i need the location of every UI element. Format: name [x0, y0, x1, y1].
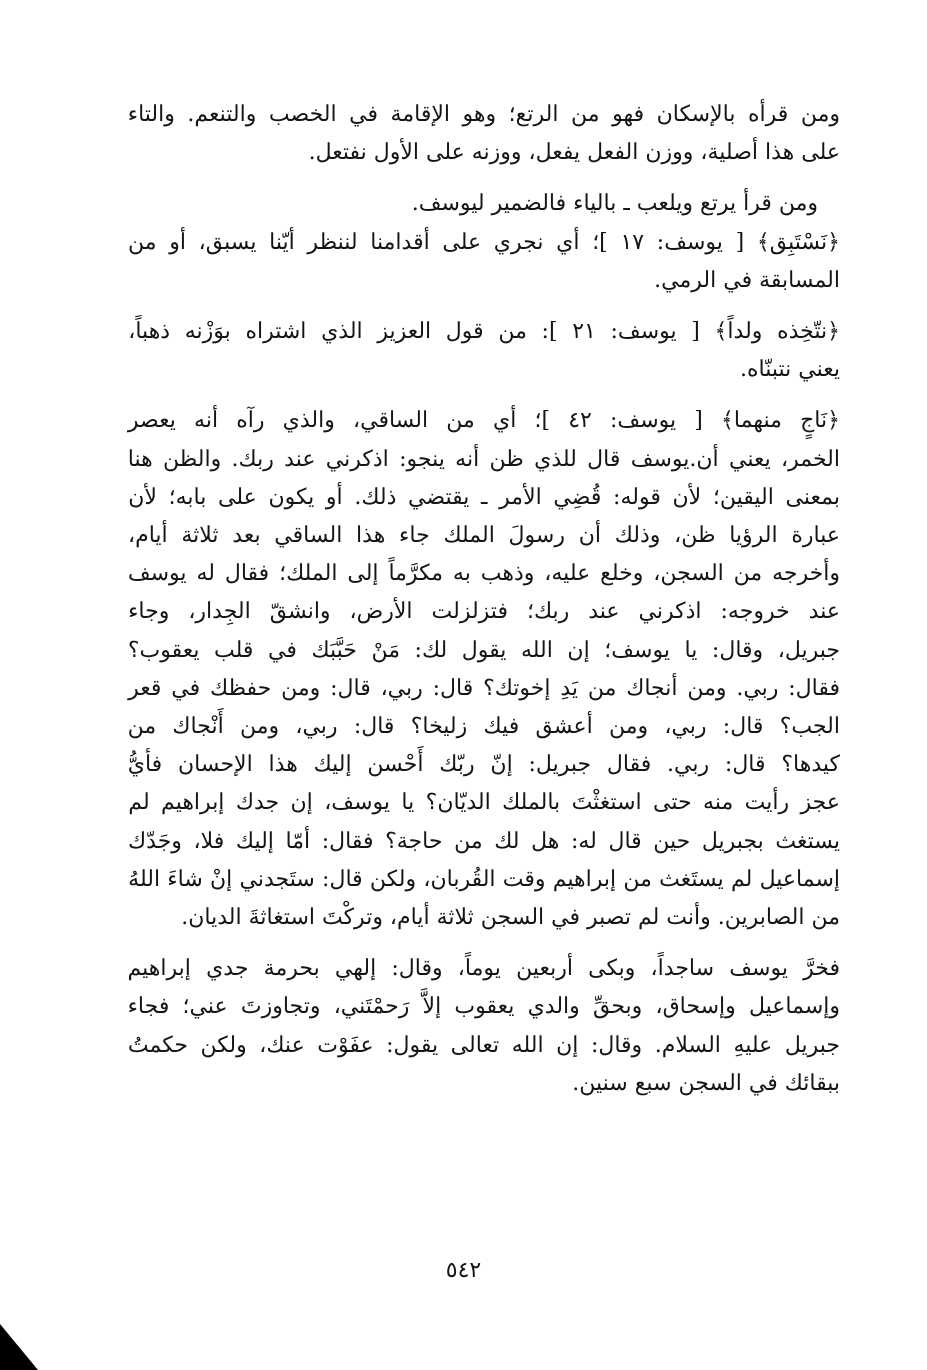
text-line: الجب؟ قال: ربي، ومن أعشق فيك زليخا؟ قال: ربي، ومن أَنْجاك من — [127, 714, 840, 740]
paragraph-1 — [128, 96, 840, 172]
paragraph-5 — [128, 402, 840, 937]
text-line: ومن قرأه بالإسكان فهو من الرتع؛ وهو الإقامة في الخصب والتنعم. والتاء — [127, 102, 840, 127]
text-line: عجز رأيت منه حتى استغثْتَ بالملك الديّان؟ يا يوسف، إن جدك إبراهيم لم — [128, 790, 840, 816]
text-line: يستغث بجبريل حين قال له: هل لك من حاجة؟ فقال: أمّا إليك فلا، وجَدّك — [128, 828, 840, 854]
page-corner-shadow — [0, 1324, 38, 1370]
paragraph-2 — [128, 185, 840, 223]
text-line: جبريل، وقال: يا يوسف؛ إن الله يقول لك: مَنْ حَبَّبَك في قلب يعقوب؟ — [127, 637, 840, 663]
text-line: فقال: ربي. ومن أنجاك من يَدِ إخوتك؟ قال: ربي، قال: ومن حفظك في قعر — [128, 675, 840, 701]
text-line: فخرَّ يوسف ساجداً، وبكى أربعين يوماً، وقال: إلهي بحرمة جدي إبراهيم — [127, 956, 840, 982]
text-line: ﴿نَاجٍ منهما﴾ [ يوسف: ٤٢ ]؛ أي من الساقي، والذي رآه أنه يعصر — [127, 408, 840, 434]
text-line: ومن قرأ يرتع ويلعب ـ بالياء فالضمير ليوسف. — [411, 191, 818, 217]
text-line: إسماعيل لم يستَغث من إبراهيم وقت القُربان، ولكن قال: ستَجدني إنْ شاءَ اللهُ — [128, 866, 840, 892]
text-line: ﴿نَسْتَبِق﴾ [ يوسف: ١٧ ]؛ أي نجري على أقدامنا لننظر أيّنا يسبق، أو من — [128, 229, 840, 255]
text-line: جبريل عليهِ السلام. وقال: إن الله تعالى يقول: عفَوْت عنك، ولكن حكمتُ — [127, 1032, 840, 1058]
text-line: يعني نتبنّاه. — [740, 357, 840, 383]
text-line: من الصابرين. وأنت لم تصبر في السجن ثلاثة أيام، وتركْتَ استغاثةَ الديان. — [181, 905, 840, 931]
paragraph-6 — [128, 950, 840, 1103]
text-line: بمعنى اليقين؛ لأن قوله: قُضِي الأمر ـ يقتضي ذلك. أو يكون على بابه؛ لأن — [128, 484, 840, 510]
text-line: وإسماعيل وإسحاق، وبحقِّ والدي يعقوب إلاَّ رَحمْتَني، وتجاوزتَ عني؛ فجاء — [127, 994, 840, 1020]
paragraph-3 — [128, 224, 840, 300]
body-text — [128, 96, 840, 1103]
text-line: كيدها؟ قال: ربي. فقال جبريل: إنّ ربّك أَحْسن إليك هذا الإحسان فأيُّ — [127, 752, 840, 778]
text-line: ﴿نتّخِذه ولداً﴾ [ يوسف: ٢١ ]: من قول العزيز الذي اشتراه بوَزْنه ذهباً، — [128, 319, 840, 345]
text-line: على هذا أصلية، ووزن الفعل يفعل، ووزنه على الأول نفتعل. — [308, 140, 840, 166]
paragraph-4 — [128, 313, 840, 389]
text-line: عند خروجه: اذكرني عند ربك؛ فتزلزلت الأرض، وانشقّ الجِدار، وجاء — [128, 599, 840, 625]
text-line: الخمر، يعني أن.يوسف قال للذي ظن أنه ينجو: اذكرني عند ربك. والظن هنا — [127, 446, 840, 472]
text-line: المسابقة في الرمي. — [654, 267, 840, 293]
page-number: ٥٤٢ — [445, 1258, 482, 1283]
text-line: عبارة الرؤيا ظن، وذلك أن رسولَ الملك جاء هذا الساقي بعد ثلاثة أيام، — [127, 523, 840, 549]
text-line: ببقائك في السجن سبع سنين. — [572, 1070, 840, 1096]
text-line: وأخرجه من السجن، وخلع عليه، وذهب به مكرَّماً إلى الملك؛ فقال له يوسف — [127, 561, 840, 587]
